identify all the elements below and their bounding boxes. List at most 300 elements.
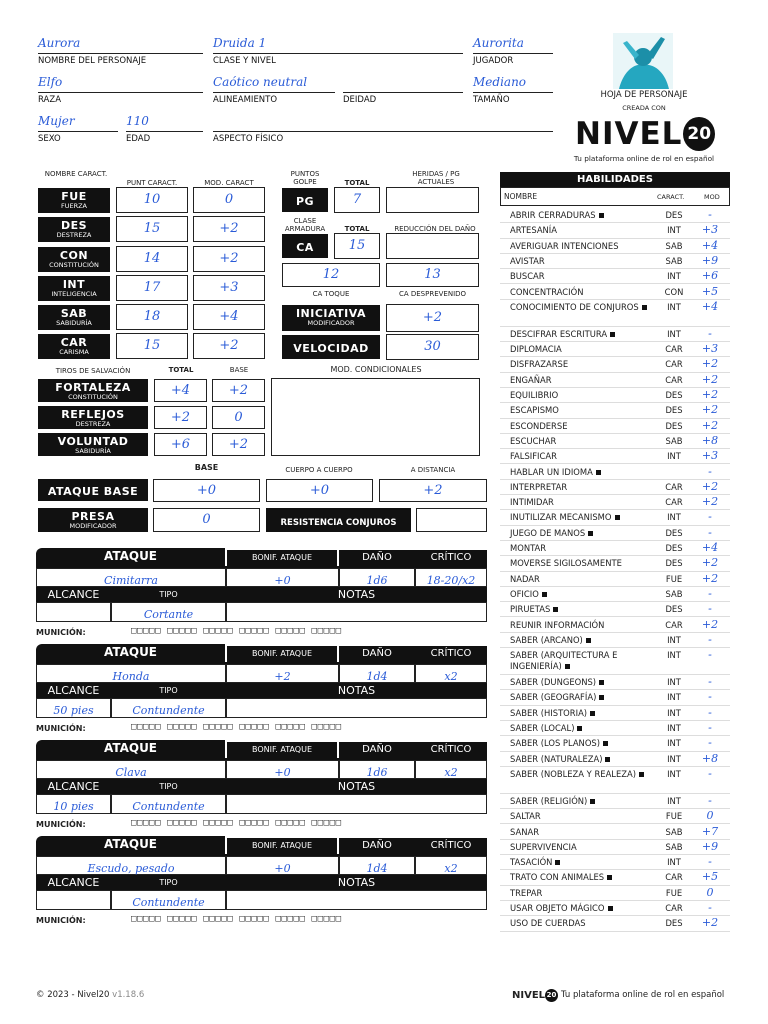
skill-name: [510, 872, 658, 883]
ability-mod-field[interactable]: [193, 304, 265, 330]
skill-name: [510, 436, 658, 447]
ability-mod-field[interactable]: [193, 246, 265, 272]
skill-row[interactable]: [500, 633, 730, 648]
attack-range-field[interactable]: [36, 794, 111, 814]
attack-type-field[interactable]: [111, 794, 226, 814]
skill-name-text: SABER (LOCAL): [510, 723, 575, 733]
skill-name: [510, 635, 658, 646]
hp-total-field[interactable]: 7: [334, 187, 380, 213]
ability-fullname: CARISMA: [59, 348, 89, 356]
skill-row[interactable]: [500, 510, 730, 525]
ability-abbr: INT: [62, 278, 86, 291]
skill-name-text: SABER (LOS PLANOS): [510, 738, 601, 749]
skill-name: [510, 769, 658, 780]
skill-name-text: SABER (RELIGIÓN): [510, 795, 588, 806]
attack-title: ATAQUE: [36, 644, 225, 662]
skill-row[interactable]: [500, 342, 730, 357]
skill-mod: +9: [701, 839, 719, 853]
attack-range-field[interactable]: [36, 890, 111, 910]
skill-attr: DES: [665, 543, 683, 553]
attack-type-field[interactable]: [111, 698, 226, 718]
skill-name: [510, 421, 658, 432]
skill-name: [510, 811, 658, 822]
skill-name-text: INUTILIZAR MECANISMO: [510, 512, 612, 523]
skill-name-text: TASACIÓN: [510, 857, 553, 868]
skill-row[interactable]: [500, 794, 730, 809]
attack-range-value: 10 pies: [53, 800, 94, 813]
skill-attr: CAR: [665, 903, 683, 913]
skill-row[interactable]: [500, 357, 730, 372]
skill-mod: -: [708, 648, 712, 662]
skill-mod: +2: [701, 372, 719, 386]
abilities-col-name: NOMBRE CARACT.: [44, 170, 108, 178]
race-label: RAZA: [38, 95, 62, 105]
save-ability: SABIDURÍA: [75, 447, 111, 455]
trained-only-icon: [586, 638, 591, 643]
attack-name-value: Honda: [112, 670, 150, 683]
ability-score: 18: [143, 309, 161, 324]
skill-name-text: DIPLOMACIA: [510, 344, 562, 355]
skill-name: [510, 405, 658, 416]
skill-attr: SAB: [665, 435, 683, 446]
trained-only-icon: [599, 680, 604, 685]
attack-critical-field[interactable]: [415, 568, 487, 587]
skill-name: [510, 842, 658, 853]
skill-name-text: PIRUETAS: [510, 604, 551, 615]
save-block-0: [38, 379, 148, 402]
save-name: VOLUNTAD: [57, 435, 129, 448]
attack-critical-label: CRÍTICO: [415, 742, 487, 758]
skill-row[interactable]: [500, 480, 730, 495]
ability-score-field[interactable]: [116, 304, 188, 330]
skill-name-text: JUEGO DE MANOS: [510, 527, 586, 538]
trained-only-icon: [588, 531, 593, 536]
ammo-label: MUNICIÓN:: [36, 820, 86, 829]
skill-attr: CON: [664, 286, 684, 297]
skill-row[interactable]: [500, 886, 730, 901]
skill-name-text: MONTAR: [510, 543, 547, 553]
skill-name-text: INTERPRETAR: [510, 481, 568, 492]
skill-name: [510, 543, 658, 554]
skill-attr: CAR: [665, 481, 683, 492]
skill-mod: -: [708, 901, 712, 914]
skill-row[interactable]: [500, 388, 730, 403]
skill-mod: -: [708, 855, 712, 869]
skill-row[interactable]: [500, 587, 730, 602]
save-total-field[interactable]: [154, 379, 207, 402]
skill-mod: -: [708, 632, 712, 646]
skill-row[interactable]: [500, 618, 730, 633]
skill-row[interactable]: [500, 602, 730, 617]
skill-mod: +2: [701, 571, 719, 585]
skill-row[interactable]: [500, 449, 730, 464]
save-total: +2: [170, 409, 191, 425]
skill-row[interactable]: [500, 327, 730, 342]
cond-mod-field[interactable]: [271, 378, 480, 456]
ability-score-field[interactable]: [116, 275, 188, 301]
attack-name-field[interactable]: [36, 760, 226, 779]
skill-row[interactable]: [500, 767, 730, 794]
skill-row[interactable]: [500, 285, 730, 300]
skill-attr: SAB: [665, 588, 683, 599]
save-total-field[interactable]: [154, 433, 207, 456]
skill-mod: -: [708, 675, 712, 689]
skill-name-text: SABER (ARCANO): [510, 634, 583, 645]
skill-row[interactable]: [500, 239, 730, 254]
sex-label: SEXO: [38, 134, 61, 144]
attack-critical-label: CRÍTICO: [415, 646, 487, 662]
saves-base-label: BASE: [229, 366, 249, 374]
range-label: ALCANCE: [36, 875, 111, 890]
speed-field[interactable]: 30: [386, 334, 479, 360]
skill-mod: +2: [701, 556, 719, 570]
skill-name-text: CONOCIMIENTO DE CONJUROS: [510, 301, 639, 312]
skill-mod: +3: [701, 449, 719, 463]
ac-total-field[interactable]: 15: [334, 233, 380, 259]
skill-attr: SAB: [665, 255, 683, 266]
ability-abbr: CAR: [60, 336, 88, 349]
save-total: +4: [170, 382, 191, 398]
skill-name: [510, 558, 658, 569]
class-level-label: CLASE Y NIVEL: [213, 56, 276, 66]
bab-ranged-field[interactable]: +2: [379, 479, 487, 502]
skill-row[interactable]: [500, 223, 730, 238]
attack-critical-value: x2: [444, 766, 458, 779]
skill-name-text: ESCAPISMO: [510, 405, 559, 416]
class-level-value[interactable]: Druida 1: [213, 36, 267, 50]
created-with-label: CREADA CON: [622, 104, 666, 112]
initiative-field[interactable]: +2: [386, 304, 479, 332]
attack-critical-field[interactable]: [415, 664, 487, 683]
skill-row[interactable]: [500, 434, 730, 449]
player-value[interactable]: Aurorita: [473, 36, 524, 50]
skill-row[interactable]: [500, 840, 730, 855]
attack-bonus-value: +2: [274, 670, 291, 683]
save-base-field[interactable]: [212, 433, 265, 456]
trained-only-icon: [642, 305, 647, 310]
skill-row[interactable]: [500, 809, 730, 824]
skill-name-text: EQUILIBRIO: [510, 390, 559, 400]
skill-row[interactable]: [500, 254, 730, 269]
skill-mod: -: [708, 208, 712, 221]
skill-name-text: SABER (DUNGEONS): [510, 677, 597, 688]
attack-damage-field[interactable]: [339, 856, 415, 875]
attack-notes-field[interactable]: [226, 602, 487, 622]
skill-attr: INT: [667, 707, 681, 718]
ammo-checkboxes[interactable]: □□□□□ □□□□□ □□□□□ □□□□□ □□□□□ □□□□□: [131, 818, 342, 828]
skill-attr: INT: [667, 795, 681, 806]
skill-name-text: SABER (ARQUITECTURA E INGENIERÍA): [510, 650, 618, 672]
attack-bonus-value: +0: [274, 862, 291, 875]
skill-attr: INT: [667, 677, 681, 688]
ability-mod: +2: [219, 221, 239, 236]
ability-mod-field[interactable]: [193, 333, 265, 359]
touch-ac-field[interactable]: 12: [282, 263, 380, 287]
save-total-field[interactable]: [154, 406, 207, 429]
attack-bonus-field[interactable]: [226, 760, 339, 779]
skill-row[interactable]: [500, 541, 730, 556]
skill-mod: +4: [701, 238, 719, 252]
deity-label: DEIDAD: [343, 95, 377, 105]
skill-name: [510, 329, 658, 340]
spell-resistance-field[interactable]: [416, 508, 487, 532]
ammo-checkboxes[interactable]: □□□□□ □□□□□ □□□□□ □□□□□ □□□□□ □□□□□: [131, 722, 342, 732]
ability-mod-field[interactable]: [193, 187, 265, 213]
hp-top-label: PUNTOS GOLPE: [290, 170, 320, 186]
skill-name: [510, 796, 658, 807]
save-base-field[interactable]: [212, 406, 265, 429]
skill-attr: INT: [667, 225, 681, 236]
skill-attr: CAR: [665, 619, 683, 630]
skill-row[interactable]: [500, 825, 730, 840]
skill-attr: DES: [665, 558, 683, 569]
footer-logo: [512, 987, 558, 1003]
skill-name-text: AVERIGUAR INTENCIONES: [510, 240, 619, 251]
ability-score: 15: [143, 221, 161, 236]
skill-row[interactable]: [500, 556, 730, 571]
attack-critical-label: CRÍTICO: [415, 838, 487, 854]
skills-col-name: NOMBRE: [504, 192, 538, 201]
logo-brand-text: NIVEL: [575, 116, 683, 152]
skill-mod: 0: [706, 809, 714, 823]
size-value[interactable]: Mediano: [473, 75, 527, 89]
save-base-field[interactable]: [212, 379, 265, 402]
ability-mod: 0: [224, 192, 234, 207]
skill-mod: -: [708, 766, 712, 780]
ability-abbr: CON: [59, 249, 89, 262]
attack-title: ATAQUE: [36, 548, 225, 566]
attack-name-field[interactable]: [36, 568, 226, 587]
attack-damage-field[interactable]: [339, 568, 415, 587]
ability-score-field[interactable]: [116, 333, 188, 359]
skill-name: [510, 888, 658, 899]
saves-title: TIROS DE SALVACIÓN: [55, 367, 131, 375]
attack-damage-field[interactable]: [339, 760, 415, 779]
ammo-label: MUNICIÓN:: [36, 628, 86, 637]
type-label: TIPO: [111, 779, 226, 794]
attack-critical-value: x2: [444, 862, 458, 875]
dr-field[interactable]: [386, 233, 479, 259]
attack-damage-value: 1d6: [366, 574, 388, 587]
attack-damage-field[interactable]: [339, 664, 415, 683]
ability-mod-field[interactable]: [193, 275, 265, 301]
skill-mod: +2: [701, 479, 719, 493]
attack-bonus-field[interactable]: [226, 856, 339, 875]
skill-attr: DES: [665, 405, 683, 416]
skill-name-text: SABER (GEOGRAFÍA): [510, 692, 597, 703]
attack-critical-field[interactable]: [415, 856, 487, 875]
skill-row[interactable]: [500, 706, 730, 721]
skill-attr: INT: [667, 753, 681, 764]
spell-resistance-block: RESISTENCIA CONJUROS: [266, 508, 411, 532]
skill-row[interactable]: [500, 736, 730, 751]
alignment-value[interactable]: Caótico neutral: [213, 75, 308, 89]
skill-attr: DES: [665, 420, 683, 431]
attack-type-value: Cortante: [143, 608, 194, 621]
skill-name: [510, 390, 658, 401]
ability-mod: +2: [219, 251, 239, 266]
skill-mod: +3: [701, 342, 719, 356]
ability-score-field[interactable]: [116, 216, 188, 242]
ammo-label: MUNICIÓN:: [36, 916, 86, 925]
skill-row[interactable]: [500, 465, 730, 480]
initiative-block: INICIATIVA MODIFICADOR: [282, 305, 380, 331]
notes-label: NOTAS: [226, 683, 487, 698]
attack-range-field[interactable]: [36, 698, 111, 718]
flat-ac-field[interactable]: 13: [386, 263, 479, 287]
range-label: ALCANCE: [36, 683, 111, 698]
bab-melee-field[interactable]: +0: [266, 479, 373, 502]
skill-row[interactable]: [500, 648, 730, 675]
skill-attr: INT: [667, 738, 681, 749]
bab-melee-label: CUERPO A CUERPO: [285, 466, 353, 474]
trained-only-icon: [553, 607, 558, 612]
skill-attr: CAR: [665, 359, 683, 370]
attack-type-value: Contundente: [132, 800, 205, 813]
attack-critical-field[interactable]: [415, 760, 487, 779]
ability-score-field[interactable]: [116, 246, 188, 272]
attack-name-value: Clava: [115, 766, 147, 779]
skill-name: [510, 574, 658, 585]
skill-mod: -: [708, 793, 712, 807]
attack-bonus-value: +0: [274, 766, 291, 779]
skill-name-text: MOVERSE SIGILOSAMENTE: [510, 558, 622, 569]
skill-name: [510, 359, 658, 370]
skill-name: [510, 918, 658, 929]
skill-attr: INT: [667, 451, 681, 462]
skill-name-text: BUSCAR: [510, 271, 545, 282]
skill-name-text: HABLAR UN IDIOMA: [510, 466, 593, 477]
attack-type-field[interactable]: [111, 602, 226, 622]
wounds-label: HERIDAS / PG ACTUALES: [412, 170, 460, 186]
skill-name-text: CONCENTRACIÓN: [510, 286, 584, 297]
ammo-checkboxes[interactable]: □□□□□ □□□□□ □□□□□ □□□□□ □□□□□ □□□□□: [131, 626, 342, 636]
ability-block-con: [38, 247, 110, 272]
skill-name-text: SALTAR: [510, 811, 541, 822]
footer-d20-icon: 20: [545, 989, 558, 1002]
ability-score-field[interactable]: [116, 187, 188, 213]
attack-notes-field[interactable]: [226, 794, 487, 814]
skill-name: [510, 302, 658, 313]
skill-row[interactable]: [500, 526, 730, 541]
skill-row[interactable]: [500, 855, 730, 870]
skill-attr: SAB: [665, 240, 683, 251]
ability-block-car: [38, 334, 110, 359]
skill-mod: +2: [701, 388, 719, 401]
bab-base-label: BASE: [194, 463, 219, 472]
skill-row[interactable]: [500, 208, 730, 223]
hp-block: PG: [282, 188, 328, 212]
bab-base-field[interactable]: +0: [153, 479, 260, 502]
skill-row[interactable]: [500, 901, 730, 916]
skill-name-text: USAR OBJETO MÁGICO: [510, 903, 605, 913]
skill-mod: +2: [701, 495, 719, 509]
ammo-checkboxes[interactable]: □□□□□ □□□□□ □□□□□ □□□□□ □□□□□ □□□□□: [131, 914, 342, 924]
skill-attr: FUE: [665, 811, 683, 822]
trained-only-icon: [565, 664, 570, 669]
skill-name-text: ENGAÑAR: [510, 374, 552, 385]
character-name-value[interactable]: Aurora: [38, 36, 81, 50]
skill-name-text: NADAR: [510, 573, 540, 584]
trained-only-icon: [608, 906, 613, 911]
skill-mod: -: [708, 705, 712, 719]
skill-row[interactable]: [500, 690, 730, 705]
type-label: TIPO: [111, 875, 226, 890]
attack-type-field[interactable]: [111, 890, 226, 910]
skill-row[interactable]: [500, 572, 730, 587]
skill-name: [510, 225, 658, 236]
skill-row[interactable]: [500, 419, 730, 434]
ability-abbr: DES: [60, 219, 88, 232]
skill-row[interactable]: [500, 675, 730, 690]
skill-attr: FUE: [665, 887, 683, 898]
attack-name-field[interactable]: [36, 856, 226, 875]
sex-value[interactable]: Mujer: [38, 114, 75, 128]
character-name-label: NOMBRE DEL PERSONAJE: [38, 56, 147, 66]
skill-name: [510, 467, 658, 478]
ability-abbr: FUE: [61, 190, 87, 203]
attack-bonus-field[interactable]: [226, 568, 339, 587]
skill-row[interactable]: [500, 403, 730, 418]
skill-row[interactable]: [500, 269, 730, 284]
attack-range-field[interactable]: [36, 602, 111, 622]
skill-row[interactable]: [500, 752, 730, 767]
range-label: ALCANCE: [36, 779, 111, 794]
skill-mod: +5: [701, 870, 719, 884]
range-label: ALCANCE: [36, 587, 111, 602]
footer-brand: NIVEL: [512, 989, 546, 1001]
skill-row[interactable]: [500, 495, 730, 510]
skill-name-text: DISFRAZARSE: [510, 359, 569, 370]
skill-attr: INT: [667, 768, 681, 779]
age-value[interactable]: 110: [126, 114, 149, 128]
notes-label: NOTAS: [226, 587, 487, 602]
skill-row[interactable]: [500, 721, 730, 736]
ability-mod: +2: [219, 338, 239, 353]
skill-attr: CAR: [665, 374, 683, 385]
save-base: 0: [234, 409, 243, 425]
ability-fullname: INTELIGENCIA: [51, 290, 97, 298]
hp-current-field[interactable]: [386, 187, 479, 213]
race-value[interactable]: Elfo: [38, 75, 63, 89]
skill-row[interactable]: [500, 373, 730, 388]
attack-bonus-field[interactable]: [226, 664, 339, 683]
skill-name-text: ARTESANÍA: [510, 225, 558, 236]
skill-attr: INT: [667, 512, 681, 523]
skill-name: [510, 210, 658, 221]
skill-mod: 0: [706, 885, 714, 899]
trained-only-icon: [542, 592, 547, 597]
ability-mod-field[interactable]: [193, 216, 265, 242]
skill-row[interactable]: [500, 300, 730, 327]
skill-attr: INT: [667, 271, 681, 282]
attack-notes-field[interactable]: [226, 698, 487, 718]
attack-notes-field[interactable]: [226, 890, 487, 910]
attack-name-field[interactable]: [36, 664, 226, 683]
skill-name-text: FALSIFICAR: [510, 451, 557, 462]
attack-name-value: Cimitarra: [104, 574, 158, 587]
skill-row[interactable]: [500, 870, 730, 885]
attack-damage-value: 1d6: [366, 766, 388, 779]
grapple-field[interactable]: 0: [153, 508, 260, 532]
skill-name-text: SANAR: [510, 826, 540, 837]
skill-attr: INT: [667, 857, 681, 868]
skill-mod: +2: [701, 617, 719, 631]
skill-row[interactable]: [500, 916, 730, 931]
skill-name: [510, 451, 658, 462]
ability-fullname: CONSTITUCIÓN: [49, 261, 99, 269]
skill-mod: +4: [701, 541, 719, 554]
